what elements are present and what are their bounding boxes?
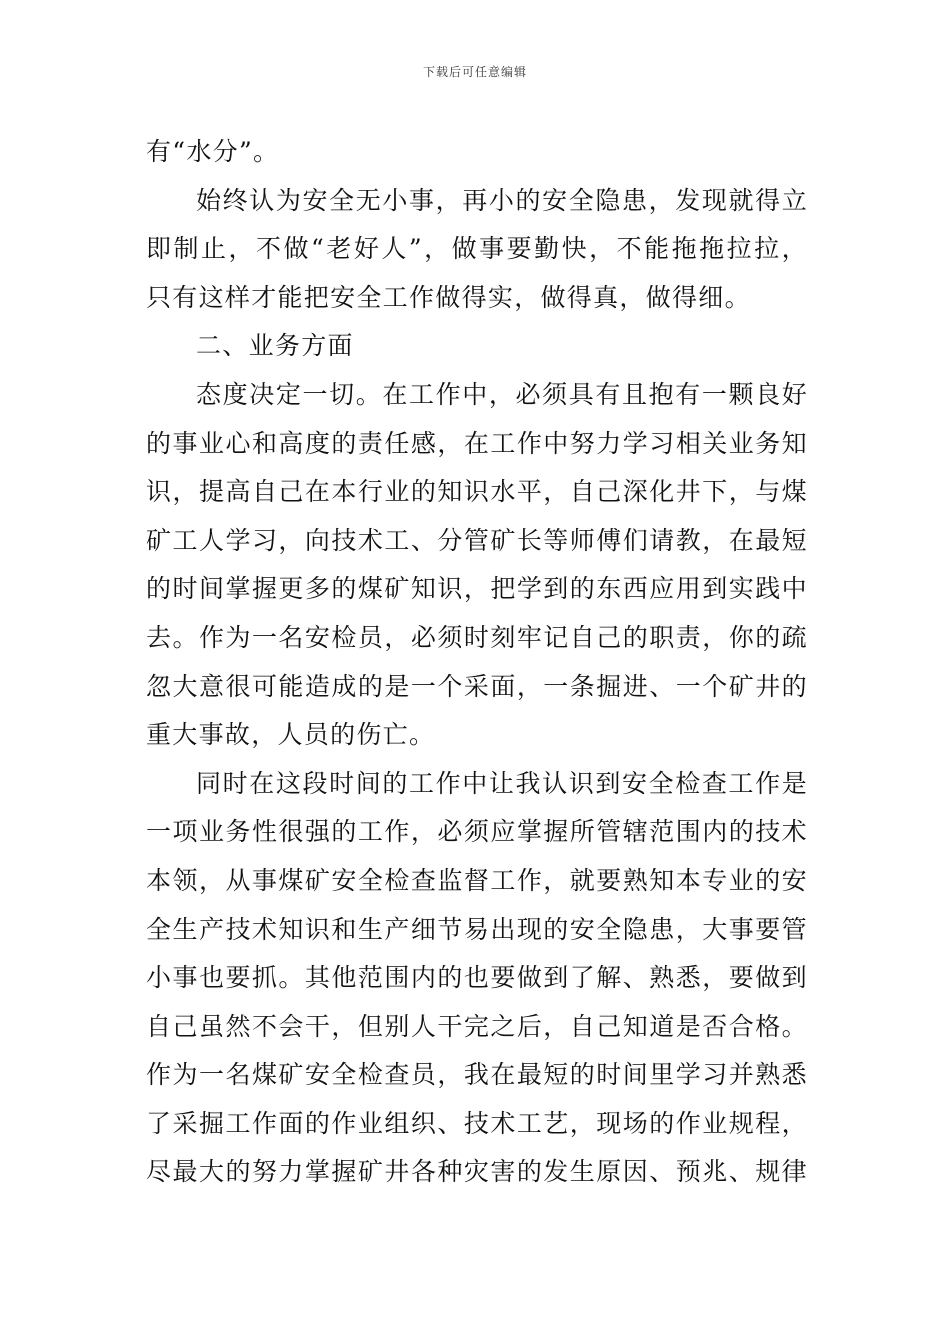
text-line: 始终认为安全无小事，再小的安全隐患，发现就得立 xyxy=(196,185,808,215)
text-line: 忽大意很可能造成的是一个采面，一条掘进、一个矿井的 xyxy=(146,671,808,701)
text-line: 小事也要抓。其他范围内的也要做到了解、熟悉，要做到 xyxy=(146,963,808,993)
text-line: 全生产技术知识和生产细节易出现的安全隐患，大事要管 xyxy=(146,914,808,944)
text-line: 有“水分”。 xyxy=(146,137,280,166)
text-line: 即制止，不做“老好人”，做事要勤快，不能拖拖拉拉， xyxy=(146,234,808,264)
text-line: 识，提高自己在本行业的知识水平，自己深化井下，与煤 xyxy=(146,477,808,507)
text-line: 矿工人学习，向技术工、分管矿长等师傅们请教，在最短 xyxy=(146,525,808,555)
text-line: 了采掘工作面的作业组织、技术工艺，现场的作业规程， xyxy=(146,1108,808,1138)
text-line: 重大事故，人员的伤亡。 xyxy=(146,720,436,750)
text-line: 一项业务性很强的工作，必须应掌握所管辖范围内的技术 xyxy=(146,817,808,847)
text-line: 去。作为一名安检员，必须时刻牢记自己的职责，你的疏 xyxy=(146,622,808,652)
text-line: 尽最大的努力掌握矿井各种灾害的发生原因、预兆、规律 xyxy=(146,1157,808,1187)
document-body xyxy=(146,128,808,1197)
text-line: 自己虽然不会干，但别人干完之后，自己知道是否合格。 xyxy=(146,1011,808,1041)
text-line: 的事业心和高度的责任感，在工作中努力学习相关业务知 xyxy=(146,428,808,458)
text-line: 的时间掌握更多的煤矿知识，把学到的东西应用到实践中 xyxy=(146,574,808,604)
text-line: 作为一名煤矿安全检查员，我在最短的时间里学习并熟悉 xyxy=(146,1060,808,1090)
text-line: 态度决定一切。在工作中，必须具有且抱有一颗良好 xyxy=(196,379,808,409)
text-line: 只有这样才能把安全工作做得实，做得真，做得细。 xyxy=(146,282,751,312)
page-header: 下载后可任意编辑 xyxy=(422,65,527,79)
section-heading: 二、业务方面 xyxy=(196,331,354,361)
text-line: 同时在这段时间的工作中让我认识到安全检查工作是 xyxy=(196,768,808,798)
text-line: 本领，从事煤矿安全检查监督工作，就要熟知本专业的安 xyxy=(146,865,808,895)
